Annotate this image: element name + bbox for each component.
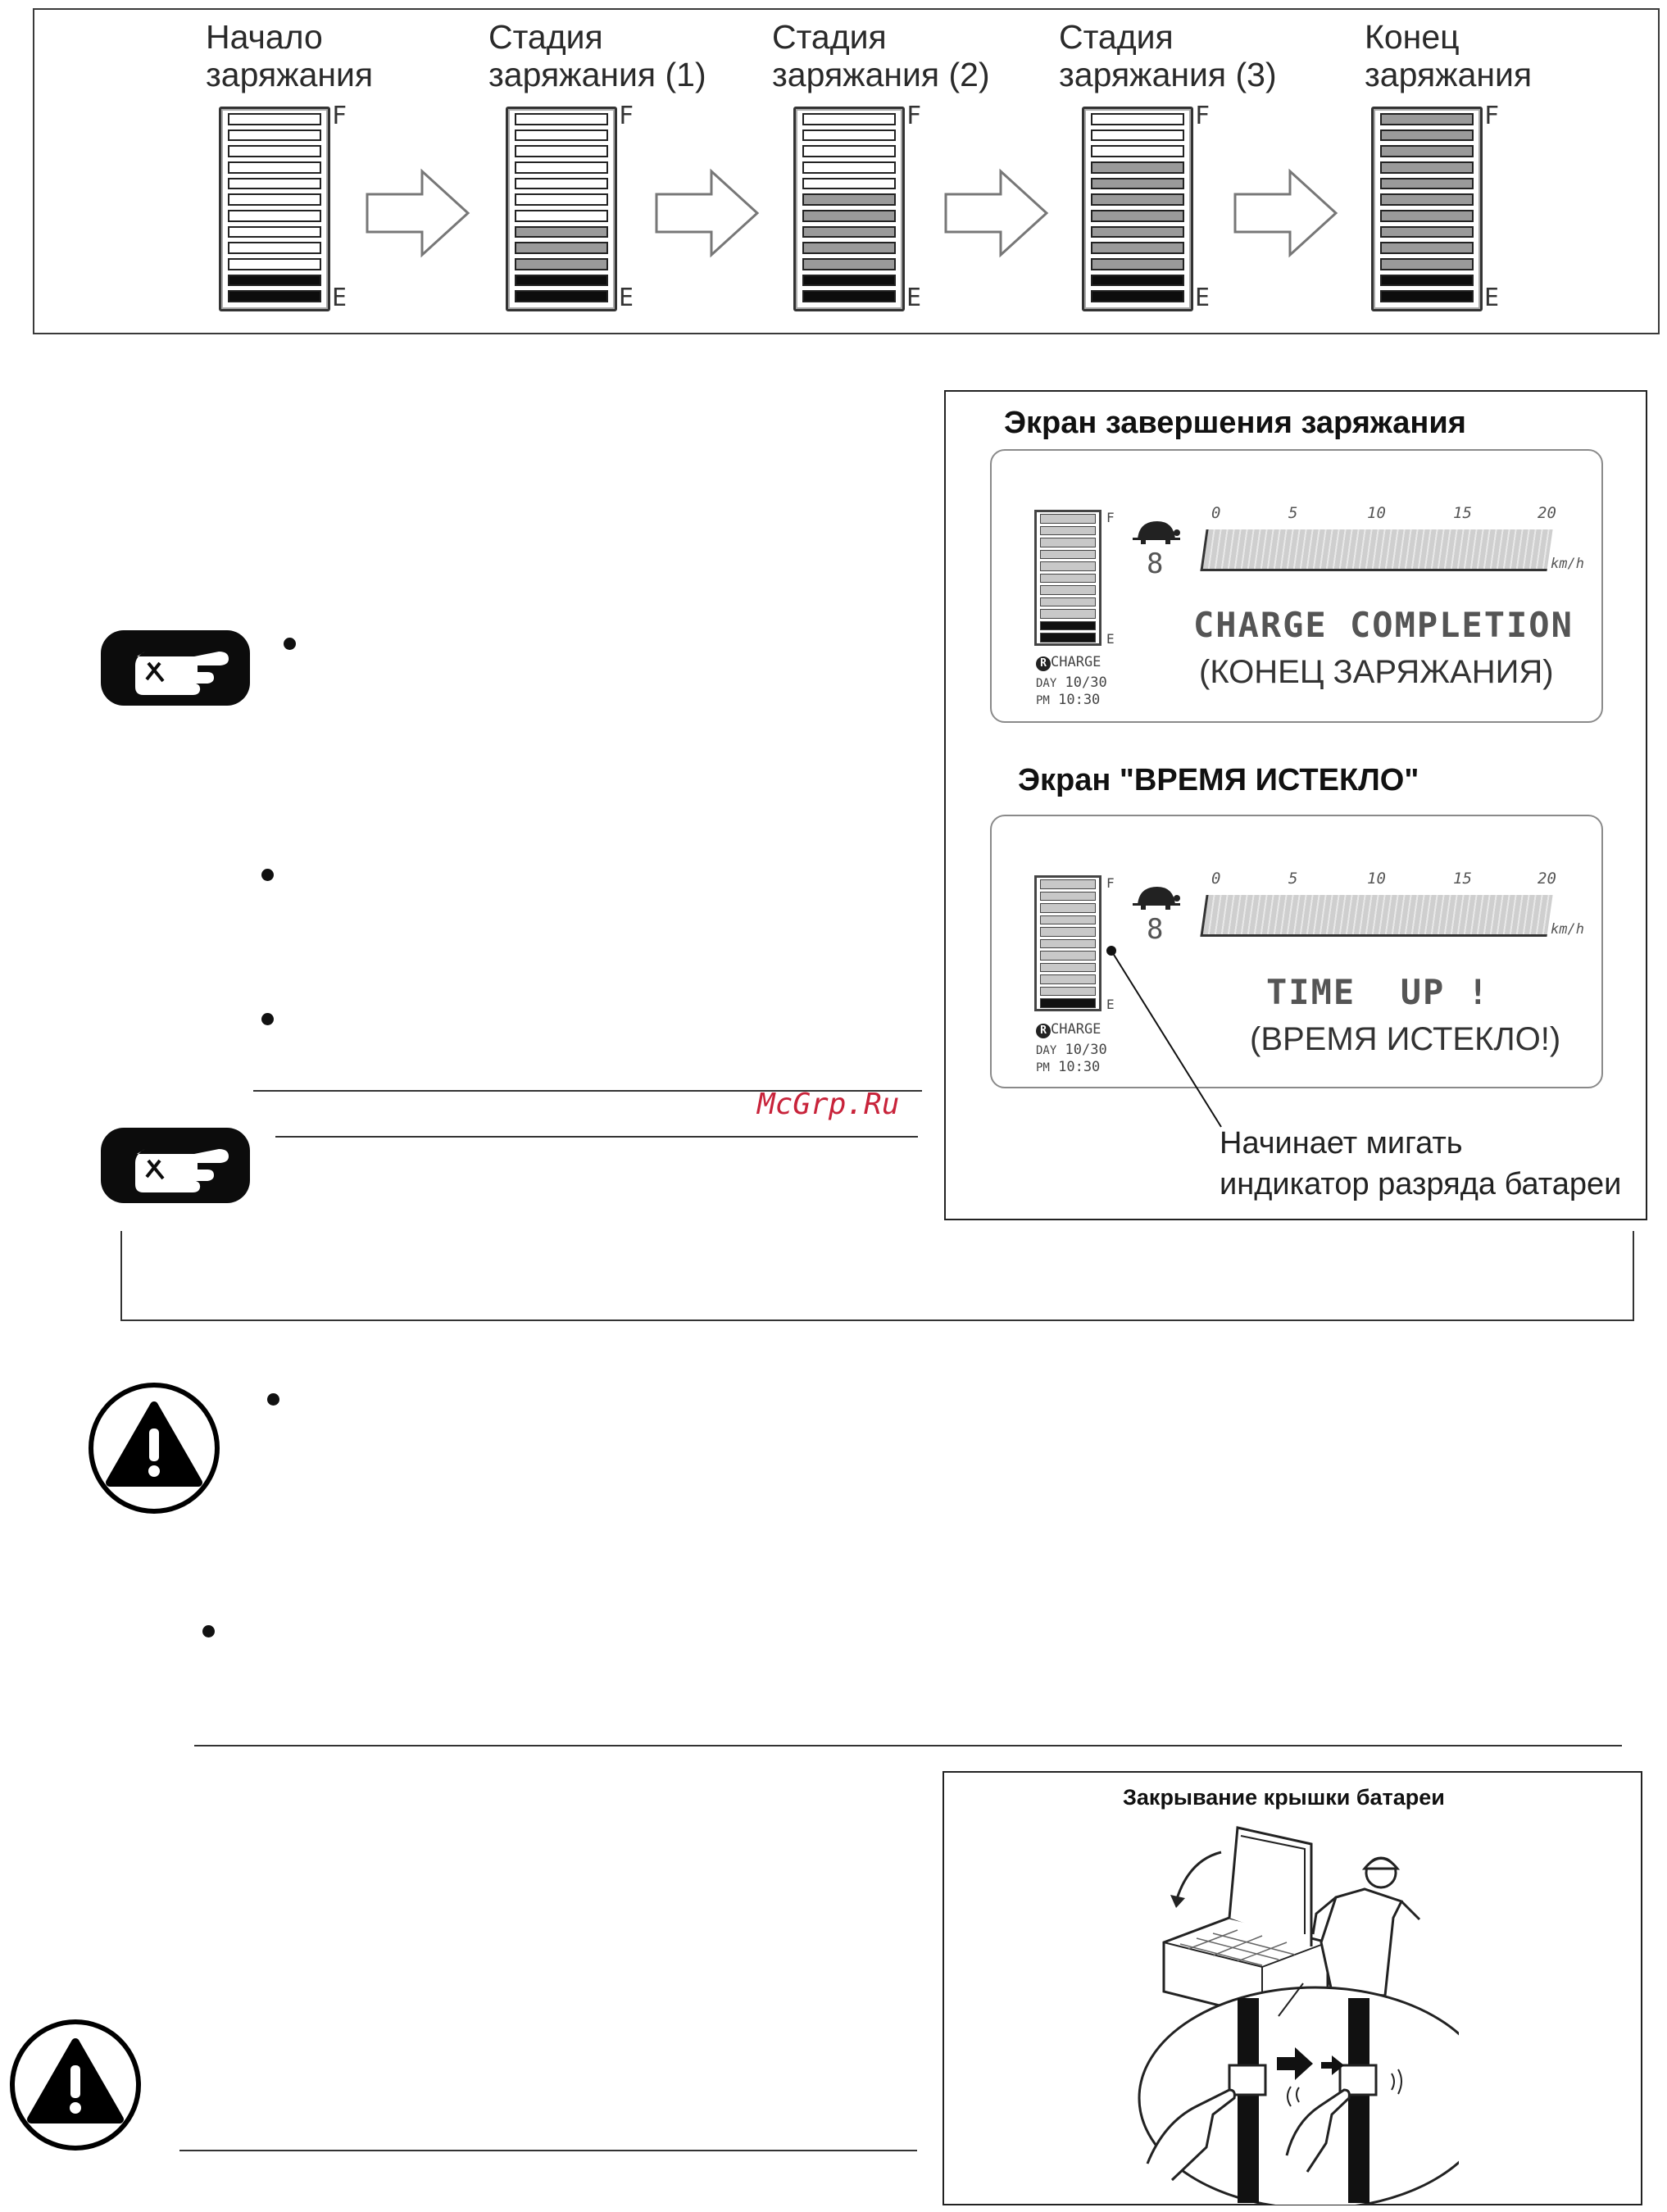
- gauge-segment: [515, 129, 608, 142]
- gauge-full-label: F: [1106, 875, 1115, 891]
- gauge-segment: [515, 258, 608, 270]
- gauge-segment: [1040, 550, 1096, 560]
- gauge-segment: [515, 290, 608, 302]
- gauge-segment: [1040, 963, 1096, 973]
- gauge-segment: [1091, 242, 1184, 254]
- gauge-segment: [802, 113, 896, 125]
- mini-battery-gauge: [1034, 875, 1101, 1011]
- time-readout: PM 10:30: [1036, 692, 1101, 708]
- bullet: [284, 638, 296, 650]
- gauge-segment: [1380, 290, 1474, 302]
- gauge-segment: [1380, 258, 1474, 270]
- gauge-empty-label: E: [619, 284, 634, 312]
- arrow-right-icon: [654, 168, 761, 258]
- gauge-full-label: F: [1106, 510, 1115, 525]
- gauge-segment: [1091, 290, 1184, 302]
- gauge-segment: [1040, 561, 1096, 571]
- bullet: [267, 1393, 279, 1406]
- charge-indicator: R CHARGE: [1036, 653, 1101, 671]
- charge-indicator: R CHARGE: [1036, 1020, 1101, 1038]
- gauge-segment: [1040, 574, 1096, 584]
- battery-gauge: [793, 107, 905, 311]
- gauge-segment: [1040, 998, 1096, 1008]
- speed-unit: km/h: [1551, 921, 1584, 938]
- charge-badge: R: [1036, 656, 1051, 671]
- gauge-full-label: F: [906, 102, 922, 130]
- battery-gauge: [1371, 107, 1483, 311]
- gauge-empty-label: E: [1106, 631, 1115, 647]
- watermark: McGrp.Ru: [757, 1088, 900, 1121]
- gauge-full-label: F: [619, 102, 634, 130]
- gauge-segment: [515, 193, 608, 206]
- warning-icon: [8, 2018, 143, 2152]
- gauge-segment: [1380, 161, 1474, 174]
- stage-label-3: Стадия заряжания (3): [1059, 18, 1277, 93]
- gauge-segment: [1040, 987, 1096, 997]
- gauge-segment: [228, 226, 321, 238]
- gauge-segment: [802, 275, 896, 287]
- gauge-segment: [1040, 621, 1096, 631]
- gauge-segment: [1380, 129, 1474, 142]
- gauge-segment: [228, 161, 321, 174]
- gauge-segment: [1040, 927, 1096, 937]
- turtle-icon: [1131, 518, 1180, 546]
- blink-note: Начинает мигать индикатор разряда батареи: [1220, 1126, 1622, 1201]
- stage-label-1: Стадия заряжания (1): [488, 18, 706, 93]
- gauge-segment: [1040, 597, 1096, 607]
- gauge-segment: [228, 129, 321, 142]
- gauge-segment: [802, 258, 896, 270]
- gauge-segment: [1040, 892, 1096, 902]
- gauge-segment: [228, 210, 321, 222]
- gauge-segment: [1380, 242, 1474, 254]
- speed-digit: 8: [1147, 913, 1165, 946]
- gauge-segment: [802, 161, 896, 174]
- speed-scale: 0 5 10 15 20: [1211, 504, 1556, 522]
- gauge-empty-label: E: [332, 284, 347, 312]
- note-frame: [120, 1231, 1634, 1321]
- bullet: [202, 1625, 215, 1637]
- gauge-segment: [1091, 193, 1184, 206]
- gauge-segment: [1040, 974, 1096, 984]
- gauge-segment: [1040, 526, 1096, 536]
- battery-gauge: [506, 107, 617, 311]
- gauge-segment: [1380, 178, 1474, 190]
- arrow-right-icon: [943, 168, 1050, 258]
- gauge-full-label: F: [1484, 102, 1500, 130]
- gauge-segment: [1380, 145, 1474, 157]
- speed-scale: 0 5 10 15 20: [1211, 870, 1556, 888]
- timeup-screen-title: Экран "ВРЕМЯ ИСТЕКЛО": [1018, 763, 1419, 797]
- charge-badge: R: [1036, 1024, 1051, 1038]
- gauge-segment: [515, 242, 608, 254]
- gauge-segment: [1091, 178, 1184, 190]
- bullet: [261, 869, 274, 881]
- gauge-segment: [1380, 275, 1474, 287]
- gauge-full-label: F: [1195, 102, 1211, 130]
- gauge-segment: [228, 193, 321, 206]
- day-readout: DAY 10/30: [1036, 675, 1107, 691]
- gauge-segment: [802, 193, 896, 206]
- completion-screen-title: Экран завершения заряжания: [1004, 406, 1466, 440]
- gauge-empty-label: E: [1484, 284, 1500, 312]
- divider: [179, 2150, 917, 2151]
- gauge-segment: [1040, 951, 1096, 961]
- gauge-segment: [1040, 609, 1096, 619]
- gauge-segment: [1091, 275, 1184, 287]
- arrow-right-icon: [1233, 168, 1339, 258]
- gauge-segment: [1091, 161, 1184, 174]
- gauge-segment: [802, 145, 896, 157]
- gauge-segment: [1091, 145, 1184, 157]
- battery-cover-illustration: [1131, 1819, 1459, 2205]
- gauge-segment: [1091, 113, 1184, 125]
- divider: [275, 1136, 918, 1138]
- gauge-segment: [1040, 538, 1096, 547]
- gauge-segment: [228, 290, 321, 302]
- gauge-segment: [515, 210, 608, 222]
- gauge-segment: [1040, 585, 1096, 595]
- gauge-segment: [1040, 879, 1096, 889]
- gauge-segment: [802, 242, 896, 254]
- stage-label-2: Стадия заряжания (2): [772, 18, 990, 93]
- gauge-segment: [515, 178, 608, 190]
- gauge-segment: [1091, 210, 1184, 222]
- gauge-full-label: F: [332, 102, 347, 130]
- gauge-segment: [802, 290, 896, 302]
- speed-bar: [1200, 529, 1552, 571]
- divider: [194, 1745, 1622, 1746]
- gauge-segment: [1040, 633, 1096, 643]
- gauge-segment: [228, 258, 321, 270]
- gauge-segment: [1091, 258, 1184, 270]
- gauge-empty-label: E: [1106, 997, 1115, 1012]
- gauge-segment: [515, 226, 608, 238]
- gauge-segment: [1380, 210, 1474, 222]
- gauge-segment: [1091, 226, 1184, 238]
- callout-leader-line: [1098, 942, 1229, 1139]
- gauge-segment: [1040, 514, 1096, 524]
- gauge-segment: [1380, 226, 1474, 238]
- bullet: [261, 1013, 274, 1025]
- note-hand-icon: [101, 1128, 250, 1203]
- completion-message: CHARGE COMPLETION: [1193, 605, 1574, 645]
- battery-gauge: [1082, 107, 1193, 311]
- battery-gauge: [219, 107, 330, 311]
- gauge-segment: [802, 226, 896, 238]
- stage-label-start: Начало заряжания: [206, 18, 374, 93]
- completion-message-ru: (КОНЕЦ ЗАРЯЖАНИЯ): [1199, 654, 1554, 690]
- gauge-segment: [228, 145, 321, 157]
- gauge-segment: [802, 178, 896, 190]
- gauge-segment: [515, 113, 608, 125]
- gauge-segment: [1040, 915, 1096, 925]
- stage-label-end: Конец заряжания: [1365, 18, 1533, 93]
- gauge-segment: [515, 161, 608, 174]
- timeup-message-ru: (ВРЕМЯ ИСТЕКЛО!): [1250, 1021, 1561, 1057]
- battery-cover-title: Закрывание крышки батареи: [1123, 1785, 1445, 1810]
- gauge-segment: [1040, 903, 1096, 913]
- gauge-segment: [515, 145, 608, 157]
- time-readout: PM 10:30: [1036, 1059, 1101, 1075]
- gauge-segment: [802, 210, 896, 222]
- gauge-segment: [228, 242, 321, 254]
- gauge-segment: [228, 178, 321, 190]
- note-hand-icon: [101, 630, 250, 706]
- arrow-right-icon: [365, 168, 471, 258]
- gauge-empty-label: E: [1195, 284, 1211, 312]
- gauge-segment: [802, 129, 896, 142]
- gauge-segment: [1091, 129, 1184, 142]
- gauge-segment: [228, 275, 321, 287]
- speed-unit: km/h: [1551, 556, 1584, 572]
- warning-icon: [87, 1381, 221, 1515]
- gauge-segment: [228, 113, 321, 125]
- gauge-segment: [1380, 193, 1474, 206]
- timeup-message: TIME UP !: [1266, 972, 1490, 1012]
- day-readout: DAY 10/30: [1036, 1042, 1107, 1058]
- gauge-segment: [515, 275, 608, 287]
- turtle-icon: [1131, 883, 1180, 911]
- speed-digit: 8: [1147, 547, 1165, 580]
- gauge-empty-label: E: [906, 284, 922, 312]
- speed-bar: [1200, 895, 1552, 937]
- mini-battery-gauge: [1034, 510, 1101, 646]
- gauge-segment: [1380, 113, 1474, 125]
- gauge-segment: [1040, 939, 1096, 949]
